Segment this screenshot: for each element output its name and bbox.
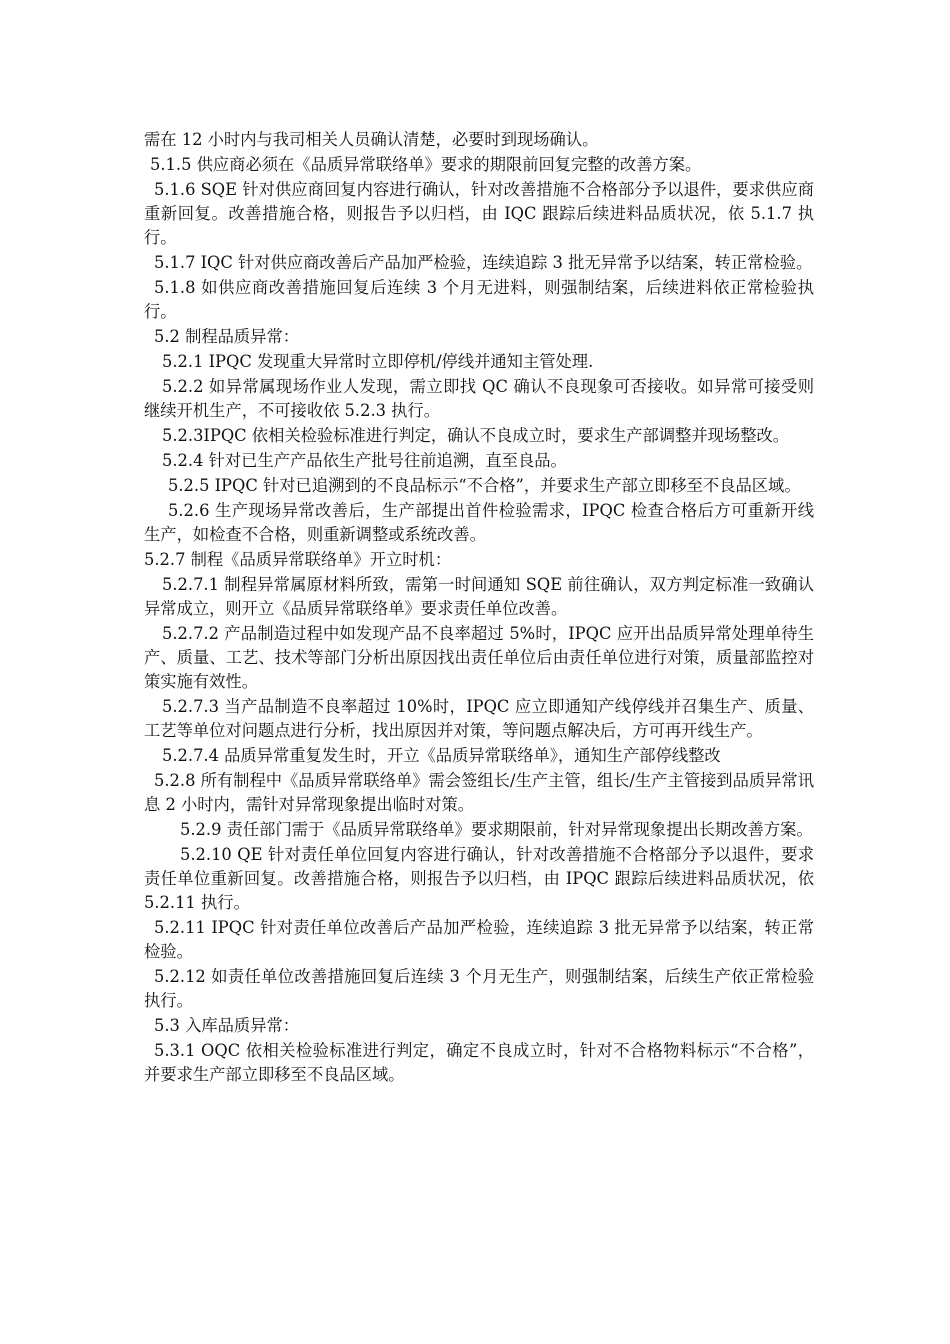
paragraph: 5.2.4 针对已生产产品依生产批号往前追溯，直至良品。 — [162, 451, 567, 470]
paragraph: 5.1.8 如供应商改善措施回复后连续 3 个月无进料，则强制结案，后续进料依正常检验执行。 — [144, 278, 814, 321]
paragraph: 需在 12 小时内与我司相关人员确认清楚，必要时到现场确认。 — [144, 130, 599, 149]
paragraph: 5.2.7.3 当产品制造不良率超过 10%时，IPQC 应立即通知产线停线并召集生产、质量、工艺等单位对问题点进行分析，找出原因并对策，等问题点解决后，方可再开线生产。 — [144, 697, 814, 740]
document-page — [144, 128, 814, 1088]
paragraph: 5.2.3IPQC 依相关检验标准进行判定，确认不良成立时，要求生产部调整并现场整改。 — [162, 426, 790, 445]
paragraph: 5.2.8 所有制程中《品质异常联络单》需会签组长/生产主管，组长/生产主管接到品质异常讯息 2 小时内，需针对异常现象提出临时对策。 — [144, 771, 814, 814]
paragraph: 5.3.1 OQC 依相关检验标准进行判定，确定不良成立时，针对不合格物料标示“不合格”，并要求生产部立即移至不良品区域。 — [144, 1041, 814, 1084]
paragraph: 5.2.2 如异常属现场作业人发现，需立即找 QC 确认不良现象可否接收。如异常可接受则继续开机生产，不可接收依 5.2.3 执行。 — [144, 377, 814, 420]
paragraph: 5.1.6 SQE 针对供应商回复内容进行确认，针对改善措施不合格部分予以退件，要求供应商重新回复。改善措施合格，则报告予以归档，由 IQC 跟踪后续进料品质状况，依 5.1.7 执行。 — [144, 180, 814, 247]
paragraph: 5.2 制程品质异常： — [154, 327, 300, 346]
paragraph: 5.2.7.2 产品制造过程中如发现产品不良率超过 5%时，IPQC 应开出品质异常处理单待生产、质量、工艺、技术等部门分析出原因找出责任单位后由责任单位进行对策，质量部监控对策实施有效性。 — [144, 624, 814, 691]
paragraph: 5.2.1 IPQC 发现重大异常时立即停机/停线并通知主管处理. — [162, 352, 594, 371]
paragraph: 5.2.7 制程《品质异常联络单》开立时机： — [144, 550, 452, 569]
paragraph: 5.2.7.4 品质异常重复发生时，开立《品质异常联络单》，通知生产部停线整改 — [162, 746, 721, 765]
paragraph: 5.2.12 如责任单位改善措施回复后连续 3 个月无生产，则强制结案，后续生产依正常检验执行。 — [144, 967, 814, 1010]
paragraph: 5.3 入库品质异常： — [154, 1016, 300, 1035]
paragraph: 5.2.5 IPQC 针对已追溯到的不良品标示“不合格”，并要求生产部立即移至不良品区域。 — [168, 476, 801, 495]
paragraph: 5.2.10 QE 针对责任单位回复内容进行确认，针对改善措施不合格部分予以退件，要求责任单位重新回复。改善措施合格，则报告予以归档，由 IPQC 跟踪后续进料品质状况，依 5.2.11 执行。 — [144, 845, 814, 912]
paragraph: 5.2.11 IPQC 针对责任单位改善后产品加严检验，连续追踪 3 批无异常予以结案，转正常检验。 — [144, 918, 814, 961]
paragraph: 5.2.6 生产现场异常改善后，生产部提出首件检验需求，IPQC 检查合格后方可重新开线生产，如检查不合格，则重新调整或系统改善。 — [144, 501, 814, 544]
paragraph: 5.1.5 供应商必须在《品质异常联络单》要求的期限前回复完整的改善方案。 — [150, 155, 702, 174]
paragraph: 5.1.7 IQC 针对供应商改善后产品加严检验，连续追踪 3 批无异常予以结案，转正常检验。 — [154, 253, 813, 272]
paragraph: 5.2.7.1 制程异常属原材料所致，需第一时间通知 SQE 前往确认，双方判定标准一致确认异常成立，则开立《品质异常联络单》要求责任单位改善。 — [144, 575, 814, 618]
paragraph: 5.2.9 责任部门需于《品质异常联络单》要求期限前，针对异常现象提出长期改善方案。 — [180, 820, 813, 839]
